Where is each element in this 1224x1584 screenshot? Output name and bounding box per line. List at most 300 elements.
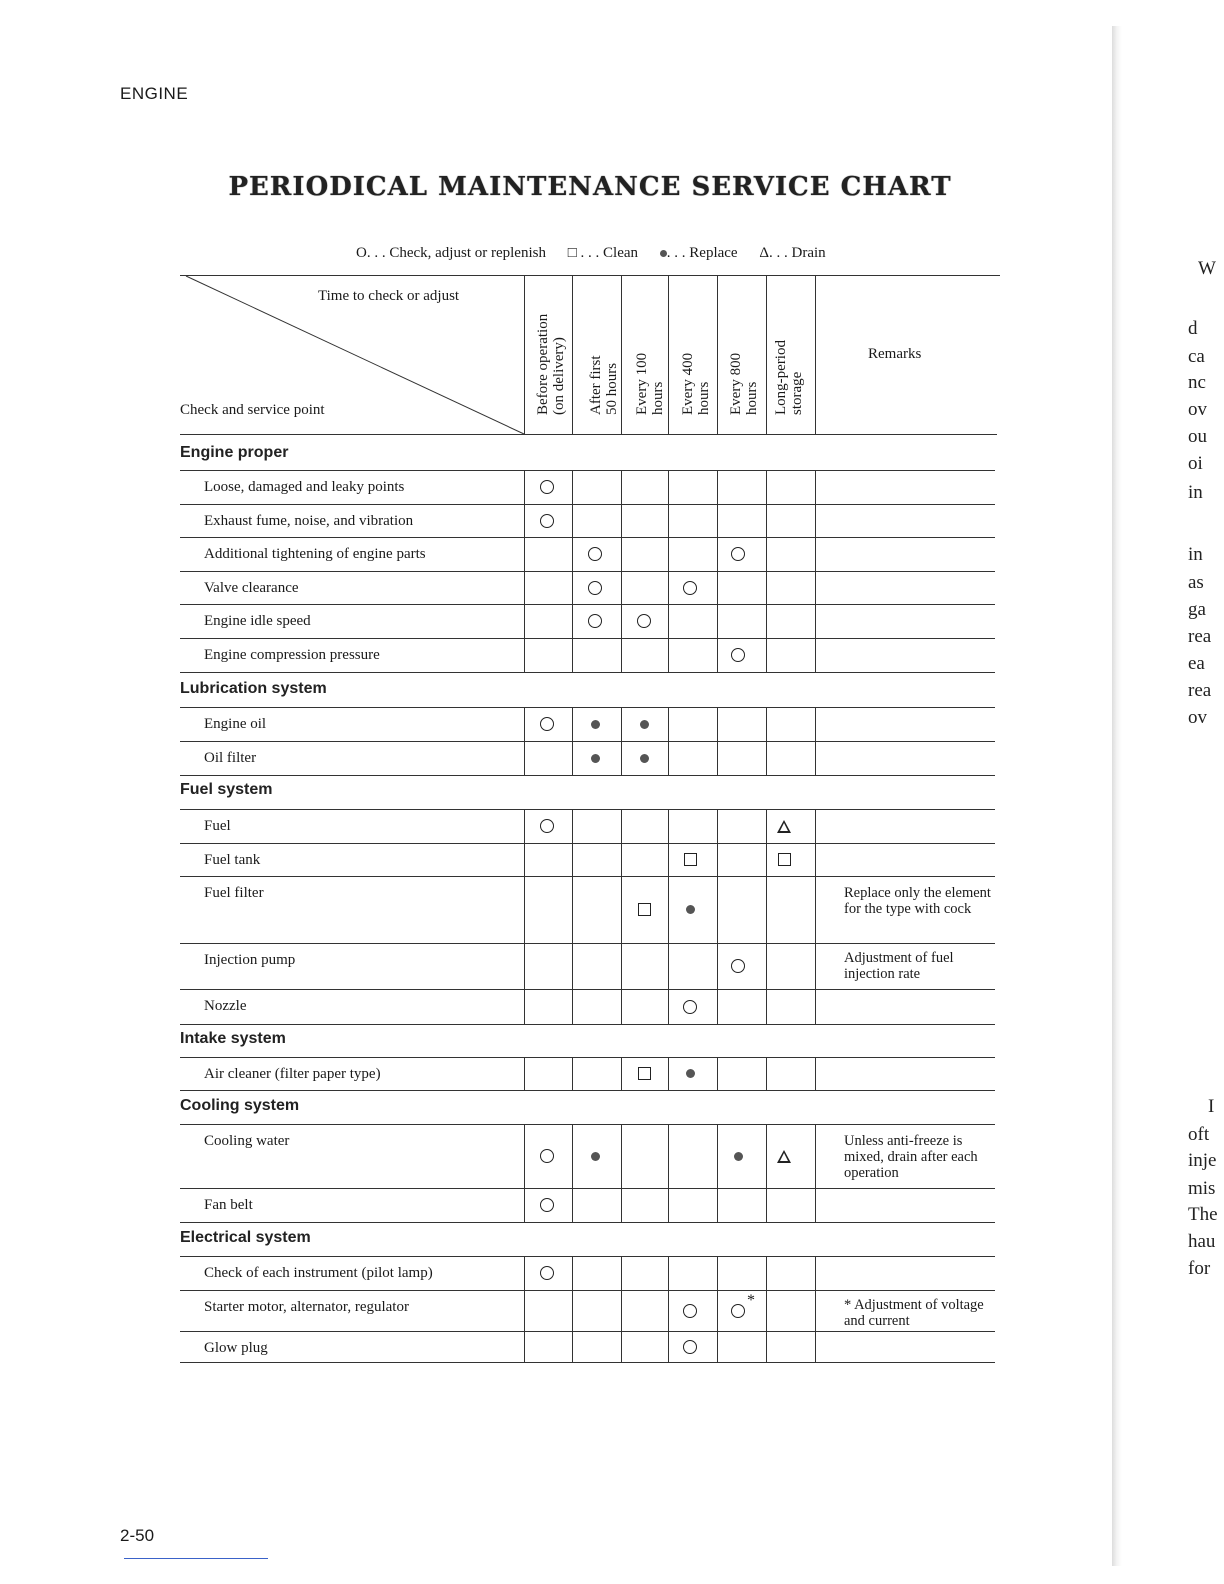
row-rule [180, 672, 995, 673]
cell-rule [815, 1057, 816, 1090]
mark-circle [680, 1301, 700, 1321]
cell-rule [524, 741, 525, 775]
cell-rule [766, 809, 767, 843]
circle-icon [683, 1340, 697, 1354]
cell-rule [621, 1290, 622, 1331]
cell-rule [572, 1188, 573, 1222]
edge-fragment: rea [1188, 680, 1212, 701]
mark-circle [680, 1337, 700, 1357]
cell-rule [766, 1057, 767, 1090]
mark-dot [634, 714, 654, 734]
mark-circle [537, 477, 557, 497]
cell-rule [717, 943, 718, 989]
circle-icon [540, 514, 554, 528]
row-rule [180, 1124, 995, 1125]
cell-rule [572, 876, 573, 943]
category-electrical-system: Electrical system [180, 1229, 311, 1246]
cell-rule [572, 989, 573, 1024]
square-icon [778, 853, 791, 866]
cell-rule [766, 943, 767, 989]
cell-rule [815, 1256, 816, 1290]
row-rule [180, 989, 995, 990]
cell-rule [572, 707, 573, 741]
edge-fragment: for [1188, 1258, 1211, 1279]
mark-circle [585, 544, 605, 564]
cell-rule [524, 1124, 525, 1188]
cell-rule [815, 707, 816, 741]
dot-icon [591, 1152, 600, 1161]
cell-rule [524, 604, 525, 638]
circle-icon [731, 648, 745, 662]
cell-rule [815, 1188, 816, 1222]
cell-rule [668, 638, 669, 672]
row-label: Fuel [204, 818, 231, 834]
cell-rule [815, 1290, 816, 1331]
check-point-label: Check and service point [180, 402, 325, 418]
row-label: Check of each instrument (pilot lamp) [204, 1265, 433, 1281]
cell-rule [766, 470, 767, 504]
cell-rule [524, 638, 525, 672]
cell-rule [572, 504, 573, 538]
row-label: Air cleaner (filter paper type) [204, 1066, 381, 1082]
row-rule [180, 470, 995, 471]
cell-rule [524, 1188, 525, 1222]
column-header-line: storage [789, 371, 805, 415]
column-header-line: hours [744, 381, 760, 415]
row-remark: Adjustment of fuel injection rate [844, 950, 954, 982]
cell-rule [621, 1124, 622, 1188]
column-header-4 [680, 255, 720, 415]
column-header-line: Every 400 [680, 352, 696, 415]
edge-fragment: as [1188, 572, 1204, 593]
category-lubrication-system: Lubrication system [180, 680, 327, 697]
cell-rule [621, 1057, 622, 1090]
row-label: Engine compression pressure [204, 647, 380, 663]
row-rule [180, 504, 995, 505]
column-header-3 [634, 255, 674, 415]
row-rule [180, 809, 995, 810]
edge-fragment: ea [1188, 653, 1205, 674]
row-rule [180, 876, 995, 877]
edge-fragment: d [1188, 318, 1198, 339]
cell-rule [766, 1331, 767, 1362]
cell-rule [621, 571, 622, 604]
mark-circle [680, 578, 700, 598]
mark-square [634, 1064, 654, 1084]
cell-rule [815, 571, 816, 604]
header-col-rule [524, 275, 525, 434]
cell-rule [668, 1057, 669, 1090]
cell-rule [717, 571, 718, 604]
category-engine-proper: Engine proper [180, 444, 289, 461]
column-header-line: Before operation [535, 313, 551, 415]
cell-rule [668, 537, 669, 571]
cell-rule [621, 1256, 622, 1290]
row-rule [180, 1024, 995, 1025]
row-label: Starter motor, alternator, regulator [204, 1299, 409, 1315]
mark-dot [585, 714, 605, 734]
cell-rule [524, 1290, 525, 1331]
row-rule [180, 1090, 995, 1091]
cell-rule [766, 537, 767, 571]
cell-rule [668, 741, 669, 775]
row-label: Oil filter [204, 750, 257, 766]
cell-rule [668, 843, 669, 876]
edge-fragment: I [1208, 1096, 1215, 1117]
cell-rule [524, 571, 525, 604]
cell-rule [717, 604, 718, 638]
column-header-line: After first [588, 355, 604, 415]
cell-rule [668, 1290, 669, 1331]
cell-rule [668, 989, 669, 1024]
cell-rule [717, 741, 718, 775]
row-label: Fuel filter [204, 885, 264, 901]
circle-icon [683, 1000, 697, 1014]
cell-rule [717, 638, 718, 672]
cell-rule [668, 1331, 669, 1362]
column-header-line: 50 hours [604, 362, 620, 415]
cell-rule [621, 504, 622, 538]
cell-rule [766, 1290, 767, 1331]
cell-rule [668, 1188, 669, 1222]
cell-rule [621, 537, 622, 571]
cell-rule [815, 843, 816, 876]
cell-rule [668, 943, 669, 989]
cell-rule [572, 741, 573, 775]
cell-rule [766, 1256, 767, 1290]
triangle-icon [777, 820, 791, 833]
page-number: 2-50 [120, 1526, 155, 1545]
cell-rule [572, 470, 573, 504]
cell-rule [766, 604, 767, 638]
category-cooling-system: Cooling system [180, 1097, 300, 1114]
edge-fragment: ga [1188, 599, 1206, 620]
mark-dot [585, 748, 605, 768]
dot-icon [686, 905, 695, 914]
cell-rule [815, 943, 816, 989]
cell-rule [815, 604, 816, 638]
cell-rule [524, 943, 525, 989]
cell-rule [572, 843, 573, 876]
cell-rule [717, 989, 718, 1024]
category-intake-system: Intake system [180, 1030, 286, 1047]
cell-rule [572, 537, 573, 571]
page-title: PERIODICAL MAINTENANCE SERVICE CHART [228, 172, 952, 202]
cell-rule [572, 809, 573, 843]
mark-circle [728, 645, 748, 665]
cell-rule [766, 876, 767, 943]
dot-icon [591, 720, 600, 729]
row-rule [180, 1188, 995, 1189]
mark-square [680, 850, 700, 870]
cell-rule [717, 1290, 718, 1331]
row-rule [180, 1057, 995, 1058]
cell-rule [668, 470, 669, 504]
cell-rule [621, 741, 622, 775]
cell-rule [815, 989, 816, 1024]
mark-circle [537, 1195, 557, 1215]
mark-dot [585, 1146, 605, 1166]
row-rule [180, 1222, 995, 1223]
cell-rule [572, 571, 573, 604]
cell-rule [572, 604, 573, 638]
circle-icon [731, 959, 745, 973]
square-icon [684, 853, 697, 866]
row-label: Additional tightening of engine parts [204, 546, 426, 562]
row-label: Nozzle [204, 998, 247, 1014]
edge-fragment: oft [1188, 1124, 1210, 1145]
cell-rule [524, 1057, 525, 1090]
row-rule [180, 638, 995, 639]
circle-icon [540, 1198, 554, 1212]
footer-rule [124, 1558, 268, 1559]
row-rule [180, 571, 995, 572]
cell-rule [717, 504, 718, 538]
header-bottom-rule [180, 434, 997, 435]
row-label: Engine idle speed [204, 613, 311, 629]
cell-rule [717, 537, 718, 571]
column-header-line: hours [696, 381, 712, 415]
cell-rule [766, 638, 767, 672]
mark-dot [680, 900, 700, 920]
cell-rule [766, 707, 767, 741]
mark-triangle [774, 1146, 794, 1166]
cell-rule [815, 537, 816, 571]
mark-circle [634, 611, 654, 631]
legend-replace: . . . Replace [666, 245, 738, 261]
edge-fragment: ov [1188, 399, 1207, 420]
cell-rule [717, 809, 718, 843]
circle-icon [540, 480, 554, 494]
edge-fragment: inje [1188, 1150, 1217, 1171]
cell-rule [766, 843, 767, 876]
row-rule [180, 843, 995, 844]
row-label: Cooling water [204, 1133, 290, 1149]
column-header-line: hours [650, 381, 666, 415]
column-header-line: (on delivery) [551, 337, 567, 415]
cell-rule [717, 1188, 718, 1222]
cell-rule [815, 1124, 816, 1188]
cell-rule [524, 876, 525, 943]
cell-rule [717, 470, 718, 504]
mark-dot [680, 1064, 700, 1084]
cell-rule [668, 809, 669, 843]
column-header-1 [535, 255, 575, 415]
circle-icon [683, 581, 697, 595]
asterisk-mark: * [747, 1291, 755, 1309]
column-header-6 [773, 255, 813, 415]
edge-fragment: in [1188, 544, 1203, 565]
square-icon [638, 1067, 651, 1080]
edge-fragment: hau [1188, 1231, 1216, 1252]
row-rule [180, 1331, 995, 1332]
cell-rule [668, 604, 669, 638]
dot-icon [591, 754, 600, 763]
cell-rule [815, 638, 816, 672]
row-label: Exhaust fume, noise, and vibration [204, 513, 414, 529]
cell-rule [766, 1124, 767, 1188]
legend-check: O. . . Check, adjust or replenish [356, 245, 546, 261]
mark-square [634, 900, 654, 920]
circle-icon [637, 614, 651, 628]
mark-circle [537, 714, 557, 734]
time-to-check-label: Time to check or adjust [318, 288, 460, 304]
cell-rule [815, 504, 816, 538]
cell-rule [524, 707, 525, 741]
cell-rule [524, 1256, 525, 1290]
mark-circle [537, 1263, 557, 1283]
circle-icon [731, 547, 745, 561]
row-remark: Replace only the element for the type with cock [844, 885, 991, 917]
column-header-5 [728, 255, 768, 415]
edge-fragment: rea [1188, 626, 1212, 647]
cell-rule [621, 876, 622, 943]
edge-fragment: The [1188, 1204, 1218, 1225]
cell-rule [621, 943, 622, 989]
row-label: Glow plug [204, 1340, 268, 1356]
circle-icon [683, 1304, 697, 1318]
cell-rule [572, 1057, 573, 1090]
edge-fragment: W [1198, 258, 1216, 279]
mark-circle [537, 816, 557, 836]
edge-fragment: oi [1188, 453, 1203, 474]
row-label: Engine oil [204, 716, 267, 732]
edge-fragment: mis [1188, 1178, 1216, 1199]
cell-rule [668, 571, 669, 604]
cell-rule [717, 1124, 718, 1188]
circle-icon [588, 581, 602, 595]
mark-circle [728, 544, 748, 564]
legend-drain: Δ. . . Drain [759, 245, 826, 261]
cell-rule [572, 638, 573, 672]
cell-rule [621, 989, 622, 1024]
row-label: Loose, damaged and leaky points [204, 479, 405, 495]
cell-rule [815, 741, 816, 775]
row-rule [180, 537, 995, 538]
remarks-header: Remarks [868, 346, 922, 362]
cell-rule [621, 843, 622, 876]
cell-rule [572, 943, 573, 989]
circle-icon [731, 1304, 745, 1318]
cell-rule [668, 876, 669, 943]
row-label: Valve clearance [204, 580, 299, 596]
mark-square [774, 850, 794, 870]
cell-rule [668, 1256, 669, 1290]
row-rule [180, 707, 995, 708]
row-remark: * Adjustment of voltage and current [844, 1297, 984, 1329]
mark-circle [728, 1301, 748, 1321]
cell-rule [717, 1256, 718, 1290]
mark-dot [728, 1146, 748, 1166]
cell-rule [766, 571, 767, 604]
cell-rule [717, 1331, 718, 1362]
cell-rule [572, 1124, 573, 1188]
cell-rule [572, 1256, 573, 1290]
dot-icon [734, 1152, 743, 1161]
legend-clean: □ . . . Clean [567, 245, 639, 261]
cell-rule [621, 470, 622, 504]
row-rule [180, 1362, 995, 1363]
row-label: Fuel tank [204, 852, 261, 868]
cell-rule [524, 504, 525, 538]
row-rule [180, 604, 995, 605]
cell-rule [524, 809, 525, 843]
cell-rule [717, 843, 718, 876]
edge-fragment: in [1188, 482, 1203, 503]
cell-rule [524, 537, 525, 571]
cell-rule [621, 809, 622, 843]
circle-icon [540, 717, 554, 731]
cell-rule [815, 809, 816, 843]
cell-rule [621, 638, 622, 672]
category-fuel-system: Fuel system [180, 781, 273, 798]
cell-rule [717, 876, 718, 943]
mark-circle [585, 611, 605, 631]
row-rule [180, 741, 995, 742]
mark-circle [537, 511, 557, 531]
row-remark: Unless anti-freeze is mixed, drain after each operation [844, 1133, 978, 1181]
cell-rule [621, 1331, 622, 1362]
row-rule [180, 1256, 995, 1257]
cell-rule [621, 604, 622, 638]
cell-rule [766, 989, 767, 1024]
column-header-2 [588, 255, 628, 415]
edge-fragment: nc [1188, 372, 1206, 393]
cell-rule [572, 1290, 573, 1331]
circle-icon [588, 614, 602, 628]
cell-rule [524, 843, 525, 876]
edge-fragment: ca [1188, 346, 1205, 367]
row-rule [180, 1290, 995, 1291]
cell-rule [621, 1188, 622, 1222]
cell-rule [572, 1331, 573, 1362]
circle-icon [540, 819, 554, 833]
cell-rule [717, 1057, 718, 1090]
dot-icon [640, 720, 649, 729]
scan-edge [1112, 26, 1122, 1566]
mark-circle [537, 1146, 557, 1166]
cell-rule [668, 707, 669, 741]
dot-icon [686, 1069, 695, 1078]
mark-dot [634, 748, 654, 768]
circle-icon [540, 1149, 554, 1163]
mark-circle [680, 997, 700, 1017]
cell-rule [621, 707, 622, 741]
triangle-icon [777, 1150, 791, 1163]
cell-rule [524, 470, 525, 504]
cell-rule [815, 876, 816, 943]
cell-rule [524, 989, 525, 1024]
row-label: Fan belt [204, 1197, 253, 1213]
dot-icon [640, 754, 649, 763]
circle-icon [540, 1266, 554, 1280]
cell-rule [717, 707, 718, 741]
cell-rule [766, 1188, 767, 1222]
cell-rule [668, 1124, 669, 1188]
cell-rule [766, 504, 767, 538]
edge-fragment: ou [1188, 426, 1207, 447]
square-icon [638, 903, 651, 916]
cell-rule [766, 741, 767, 775]
row-rule [180, 775, 995, 776]
mark-triangle [774, 816, 794, 836]
mark-circle [585, 578, 605, 598]
cell-rule [524, 1331, 525, 1362]
column-header-line: Long-period [773, 340, 789, 415]
row-rule [180, 943, 995, 944]
header-col-rule [815, 275, 816, 434]
cell-rule [815, 1331, 816, 1362]
